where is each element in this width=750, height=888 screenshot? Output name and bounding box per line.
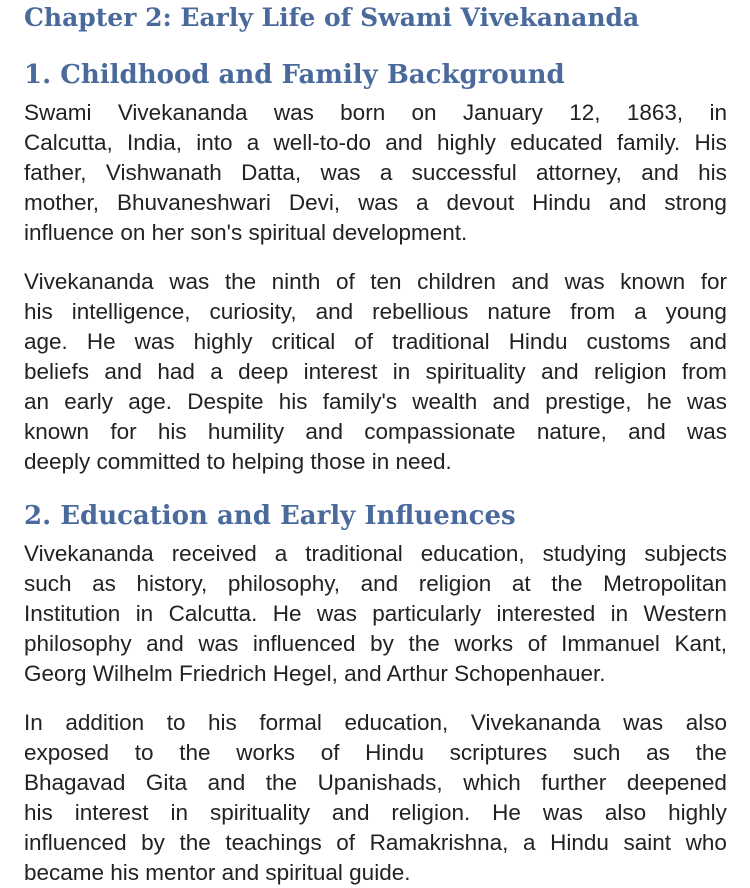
- paragraph: [24, 267, 727, 477]
- text-line: his interest in spirituality and religion. He was also highly: [24, 800, 727, 825]
- text-line: Calcutta, India, into a well-to-do and highly educated family. His: [24, 130, 727, 155]
- text-line: exposed to the works of Hindu scriptures such as the: [24, 740, 727, 765]
- section-heading-education: 2. Education and Early Influences: [24, 501, 516, 531]
- chapter-title: Chapter 2: Early Life of Swami Vivekananda: [24, 3, 640, 32]
- text-line: Vivekananda received a traditional education, studying subjects: [24, 541, 727, 566]
- text-line: Georg Wilhelm Friedrich Hegel, and Arthur Schopenhauer.: [24, 661, 606, 686]
- text-line: philosophy and was influenced by the works of Immanuel Kant,: [24, 631, 727, 656]
- text-line: influence on her son's spiritual development.: [24, 220, 468, 245]
- text-line: beliefs and had a deep interest in spirituality and religion from: [24, 359, 727, 384]
- text-line: Bhagavad Gita and the Upanishads, which further deepened: [24, 770, 727, 795]
- text-line: became his mentor and spiritual guide.: [24, 860, 411, 885]
- text-line: such as history, philosophy, and religion at the Metropolitan: [24, 571, 727, 596]
- section-heading-childhood: 1. Childhood and Family Background: [24, 60, 565, 90]
- text-line: an early age. Despite his family's wealth and prestige, he was: [24, 389, 727, 414]
- text-line: influenced by the teachings of Ramakrishna, a Hindu saint who: [24, 830, 727, 855]
- text-line: In addition to his formal education, Vivekananda was also: [24, 710, 727, 735]
- text-line: deeply committed to helping those in need.: [24, 449, 452, 474]
- text-line: Institution in Calcutta. He was particularly interested in Western: [24, 601, 727, 626]
- text-line: father, Vishwanath Datta, was a successful attorney, and his: [24, 160, 727, 185]
- text-line: age. He was highly critical of traditional Hindu customs and: [24, 329, 727, 354]
- text-line: Swami Vivekananda was born on January 12, 1863, in: [24, 100, 727, 125]
- paragraph: [24, 539, 727, 689]
- text-line: mother, Bhuvaneshwari Devi, was a devout Hindu and strong: [24, 190, 727, 215]
- text-line: Vivekananda was the ninth of ten children and was known for: [24, 269, 727, 294]
- text-line: his intelligence, curiosity, and rebellious nature from a young: [24, 299, 727, 324]
- paragraph: [24, 98, 727, 248]
- text-line: known for his humility and compassionate nature, and was: [24, 419, 727, 444]
- paragraph: [24, 708, 727, 888]
